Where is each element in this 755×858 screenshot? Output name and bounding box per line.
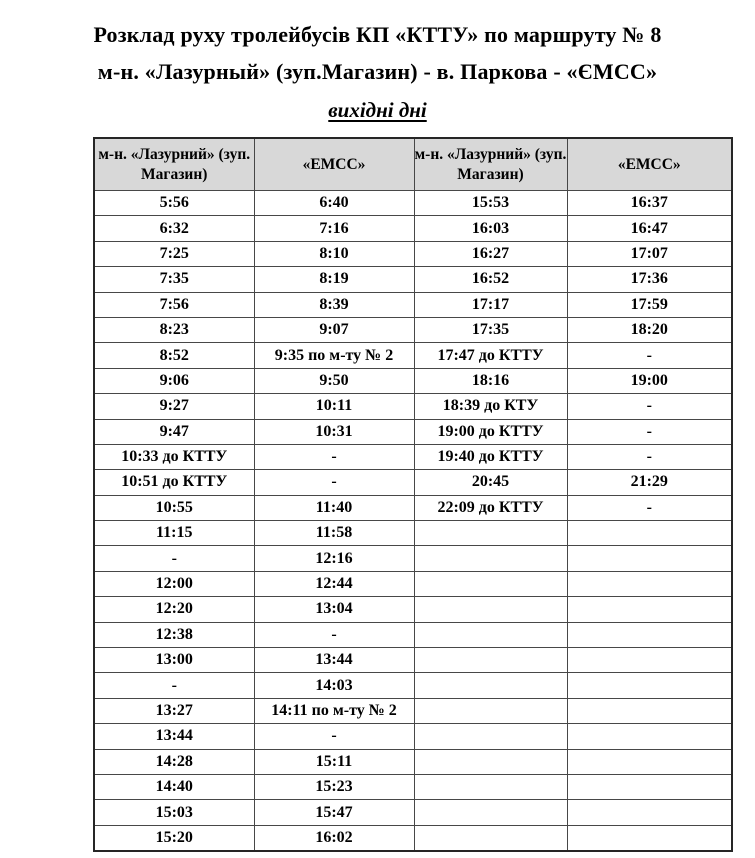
schedule-cell: - — [254, 622, 414, 647]
table-row — [94, 470, 732, 495]
schedule-cell: 16:47 — [567, 216, 732, 241]
table-row — [94, 495, 732, 520]
schedule-cell: 7:25 — [94, 241, 254, 266]
table-row — [94, 597, 732, 622]
schedule-cell: 8:10 — [254, 241, 414, 266]
schedule-header — [94, 138, 732, 191]
schedule-cell: 17:47 до КТТУ — [414, 343, 567, 368]
schedule-cell: 12:38 — [94, 622, 254, 647]
schedule-cell: 14:40 — [94, 774, 254, 799]
table-row — [94, 698, 732, 723]
schedule-cell: 16:03 — [414, 216, 567, 241]
schedule-cell: - — [254, 444, 414, 469]
schedule-cell: 17:59 — [567, 292, 732, 317]
schedule-table — [93, 137, 733, 852]
schedule-cell: 10:11 — [254, 394, 414, 419]
schedule-cell: 10:51 до КТТУ — [94, 470, 254, 495]
schedule-cell: 9:06 — [94, 368, 254, 393]
schedule-cell: 13:00 — [94, 648, 254, 673]
schedule-cell — [567, 800, 732, 825]
table-row — [94, 648, 732, 673]
schedule-cell — [567, 571, 732, 596]
schedule-cell — [414, 749, 567, 774]
schedule-cell: 11:15 — [94, 521, 254, 546]
schedule-cell: 21:29 — [567, 470, 732, 495]
schedule-cell: 9:47 — [94, 419, 254, 444]
schedule-cell: 22:09 до КТТУ — [414, 495, 567, 520]
schedule-cell: 11:40 — [254, 495, 414, 520]
schedule-cell: 9:50 — [254, 368, 414, 393]
schedule-cell: 14:11 по м-ту № 2 — [254, 698, 414, 723]
schedule-cell: 8:39 — [254, 292, 414, 317]
table-row — [94, 317, 732, 342]
schedule-cell: 10:55 — [94, 495, 254, 520]
schedule-cell: 12:20 — [94, 597, 254, 622]
schedule-cell: 17:07 — [567, 241, 732, 266]
schedule-cell: 19:40 до КТТУ — [414, 444, 567, 469]
table-row — [94, 241, 732, 266]
title-line-1: Розклад руху тролейбусів КП «КТТУ» по маршруту № 8 — [93, 22, 662, 47]
table-row — [94, 571, 732, 596]
schedule-cell: 5:56 — [94, 191, 254, 216]
schedule-body — [94, 191, 732, 852]
table-row — [94, 800, 732, 825]
table-row — [94, 419, 732, 444]
schedule-cell: 19:00 до КТТУ — [414, 419, 567, 444]
schedule-cell — [567, 825, 732, 851]
schedule-cell — [567, 521, 732, 546]
schedule-cell — [414, 648, 567, 673]
schedule-cell: - — [567, 444, 732, 469]
schedule-cell — [414, 800, 567, 825]
table-row — [94, 368, 732, 393]
schedule-cell: 18:20 — [567, 317, 732, 342]
schedule-cell — [414, 597, 567, 622]
table-row — [94, 622, 732, 647]
schedule-cell — [414, 571, 567, 596]
schedule-cell — [567, 724, 732, 749]
schedule-cell — [414, 673, 567, 698]
schedule-cell: 9:07 — [254, 317, 414, 342]
schedule-cell: 16:52 — [414, 267, 567, 292]
table-row — [94, 749, 732, 774]
schedule-cell: - — [254, 724, 414, 749]
schedule-cell — [567, 774, 732, 799]
schedule-cell — [567, 546, 732, 571]
column-header-emss-1: «ЕМСС» — [254, 138, 414, 191]
title-block — [0, 0, 755, 130]
schedule-cell: 12:00 — [94, 571, 254, 596]
schedule-cell: 8:19 — [254, 267, 414, 292]
schedule-cell — [414, 546, 567, 571]
header-row — [94, 138, 732, 191]
schedule-cell: - — [94, 546, 254, 571]
schedule-cell — [567, 597, 732, 622]
schedule-cell: 9:35 по м-ту № 2 — [254, 343, 414, 368]
schedule-cell — [414, 698, 567, 723]
schedule-cell: 15:11 — [254, 749, 414, 774]
schedule-cell — [414, 825, 567, 851]
table-row — [94, 521, 732, 546]
schedule-cell: 12:16 — [254, 546, 414, 571]
table-row — [94, 216, 732, 241]
schedule-cell: 9:27 — [94, 394, 254, 419]
schedule-cell — [414, 774, 567, 799]
schedule-cell: 19:00 — [567, 368, 732, 393]
schedule-cell: 10:31 — [254, 419, 414, 444]
schedule-cell: 7:16 — [254, 216, 414, 241]
schedule-cell: 13:27 — [94, 698, 254, 723]
schedule-cell: 20:45 — [414, 470, 567, 495]
schedule-cell: 18:39 до КТУ — [414, 394, 567, 419]
schedule-cell: - — [567, 419, 732, 444]
schedule-cell — [567, 648, 732, 673]
schedule-cell: 10:33 до КТТУ — [94, 444, 254, 469]
schedule-cell: 12:44 — [254, 571, 414, 596]
table-row — [94, 774, 732, 799]
schedule-cell — [567, 698, 732, 723]
schedule-cell: 7:35 — [94, 267, 254, 292]
table-row — [94, 673, 732, 698]
schedule-cell: - — [567, 495, 732, 520]
schedule-cell: 14:28 — [94, 749, 254, 774]
title-line-2: м-н. «Лазурный» (зуп.Магазин) - в. Паркова - «ЄМСС» — [97, 59, 658, 84]
schedule-cell: 16:02 — [254, 825, 414, 851]
schedule-cell — [567, 749, 732, 774]
schedule-cell: 8:52 — [94, 343, 254, 368]
schedule-cell: 7:56 — [94, 292, 254, 317]
schedule-cell: 15:23 — [254, 774, 414, 799]
schedule-cell: 13:44 — [94, 724, 254, 749]
schedule-cell: 17:35 — [414, 317, 567, 342]
table-row — [94, 444, 732, 469]
table-row — [94, 546, 732, 571]
schedule-cell: - — [254, 470, 414, 495]
schedule-cell: 8:23 — [94, 317, 254, 342]
table-row — [94, 191, 732, 216]
schedule-cell: - — [567, 394, 732, 419]
schedule-cell: 15:20 — [94, 825, 254, 851]
table-row — [94, 724, 732, 749]
schedule-cell: 14:03 — [254, 673, 414, 698]
schedule-cell — [567, 622, 732, 647]
table-row — [94, 825, 732, 851]
schedule-cell — [567, 673, 732, 698]
schedule-day-label: вихідні дні — [328, 98, 427, 122]
schedule-cell — [414, 521, 567, 546]
schedule-cell: 13:04 — [254, 597, 414, 622]
schedule-cell: 16:37 — [567, 191, 732, 216]
schedule-cell: 17:17 — [414, 292, 567, 317]
schedule-cell — [414, 724, 567, 749]
table-row — [94, 394, 732, 419]
schedule-cell: - — [94, 673, 254, 698]
schedule-cell: 15:03 — [94, 800, 254, 825]
schedule-cell: 11:58 — [254, 521, 414, 546]
schedule-cell — [414, 622, 567, 647]
schedule-cell: 15:47 — [254, 800, 414, 825]
table-row — [94, 267, 732, 292]
schedule-cell: 16:27 — [414, 241, 567, 266]
table-row — [94, 343, 732, 368]
schedule-cell: 6:40 — [254, 191, 414, 216]
column-header-emss-2: «ЕМСС» — [567, 138, 732, 191]
schedule-cell: 18:16 — [414, 368, 567, 393]
table-row — [94, 292, 732, 317]
column-header-lazurny-2: м-н. «Лазурний» (зуп. Магазин) — [414, 138, 567, 191]
schedule-cell: 13:44 — [254, 648, 414, 673]
schedule-cell: 6:32 — [94, 216, 254, 241]
schedule-cell: 15:53 — [414, 191, 567, 216]
schedule-cell: - — [567, 343, 732, 368]
column-header-lazurny-1: м-н. «Лазурний» (зуп. Магазин) — [94, 138, 254, 191]
schedule-cell: 17:36 — [567, 267, 732, 292]
